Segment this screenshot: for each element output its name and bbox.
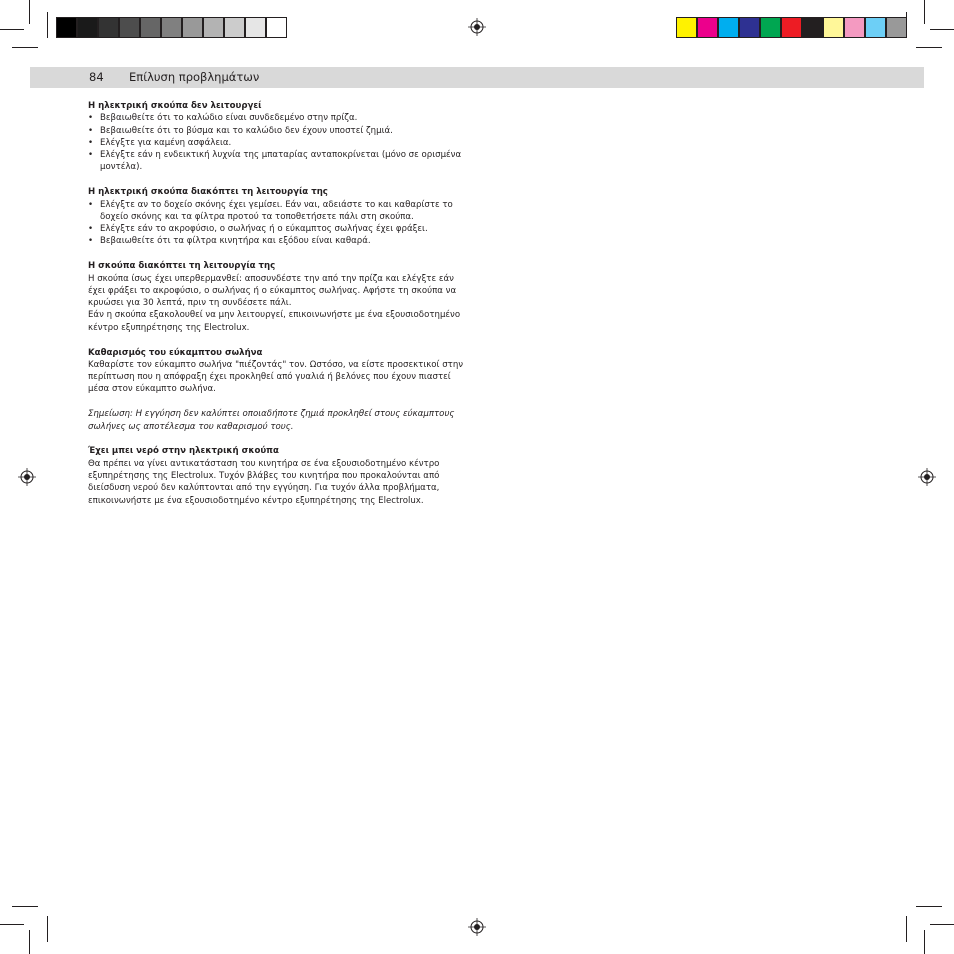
color-swatch	[182, 17, 203, 38]
paragraph: Θα πρέπει να γίνει αντικατάσταση του κινητήρα σε ένα εξουσιοδοτημένο κέντρο εξυπηρέτησης της Electrolux. Τυχόν βλάβες του κινητήρα που προκαλούνται από διείσδυση νερού δεν καλύπτονται από την εγγύηση. Για τυχόν άλλα προβλήματα, επικοινωνήστε με ένα εξουσιοδοτημένο κέντρο εξυπηρέτησης της Electrolux.	[88, 458, 440, 506]
color-swatch	[161, 17, 182, 38]
section-heading: Η σκούπα διακόπτει τη λειτουργία της	[88, 261, 276, 272]
color-swatch	[865, 17, 886, 38]
section-note	[88, 408, 468, 433]
color-swatch	[739, 17, 760, 38]
list-item: • Βεβαιωθείτε ότι το βύσμα και το καλώδιο δεν έχουν υποστεί ζημιά.	[88, 125, 468, 137]
crop-mark-top-left-h	[0, 29, 24, 30]
color-swatch	[886, 17, 907, 38]
crop-mark-top-left-h2	[12, 47, 38, 48]
registration-mark-icon-left	[18, 468, 36, 486]
paragraph: Η σκούπα ίσως έχει υπερθερμανθεί: αποσυνδέστε την από την πρίζα και ελέγξτε εάν έχει φράξει το ακροφύσιο, ο σωλήνας ή ο εύκαμπτος σωλήνας. Αφήστε τη σκούπα να κρυώσει για 30 λεπτά, πριν τη συνδέσετε πάλι.	[88, 273, 457, 309]
section-heading: Η ηλεκτρική σκούπα δεν λειτουργεί	[88, 101, 262, 111]
section-hose-cleaning	[88, 347, 468, 396]
grayscale-swatch-strip	[56, 17, 288, 38]
chapter-title: Επίλυση προβλημάτων	[129, 70, 260, 84]
color-swatch	[203, 17, 224, 38]
list-item: • Ελέγξτε αν το δοχείο σκόνης έχει γεμίσει. Εάν ναι, αδειάστε το και καθαρίστε το δοχείο σκόνης και τα φίλτρα προτού τα τοποθετήσετε πάλι στη σκούπα.	[88, 199, 468, 224]
list-item: • Ελέγξτε εάν η ενδεικτική λυχνία της μπαταρίας ανταποκρίνεται (μόνο σε ορισμένα μοντέλα).	[88, 149, 468, 174]
list-item: • Ελέγξτε για καμένη ασφάλεια.	[88, 137, 468, 149]
list-item: • Ελέγξτε εάν το ακροφύσιο, ο σωλήνας ή ο εύκαμπτος σωλήνας έχει φράξει.	[88, 223, 468, 235]
section-heading: Καθαρισμός του εύκαμπτου σωλήνα	[88, 347, 263, 358]
color-swatch	[676, 17, 697, 38]
list-item: • Βεβαιωθείτε ότι τα φίλτρα κινητήρα και εξόδου είναι καθαρά.	[88, 235, 468, 247]
page-number: 84	[89, 70, 104, 84]
crop-mark-bottom-left-v	[29, 930, 30, 954]
crop-mark-top-left-v	[29, 0, 30, 24]
section-not-working	[88, 100, 468, 174]
color-swatch	[266, 17, 287, 38]
list-item: • Βεβαιωθείτε ότι το καλώδιο είναι συνδεδεμένο στην πρίζα.	[88, 112, 468, 124]
color-swatch-strip	[676, 17, 908, 38]
header-bar	[30, 67, 924, 88]
color-swatch	[140, 17, 161, 38]
registration-mark-icon-right	[918, 468, 936, 486]
paragraph: Εάν η σκούπα εξακολουθεί να μην λειτουργεί, επικοινωνήστε με ένα εξουσιοδοτημένο κέντρο εξυπηρέτησης της Electrolux.	[88, 310, 461, 333]
color-swatch	[844, 17, 865, 38]
crop-mark-bottom-left-h2	[12, 906, 38, 907]
color-swatch	[781, 17, 802, 38]
crop-mark-top-right-v	[924, 0, 925, 24]
crop-mark-top-right-h	[930, 29, 954, 30]
registration-mark-icon-bottom	[468, 918, 486, 936]
paragraph: Καθαρίστε τον εύκαμπτο σωλήνα "πιέζοντάς" τον. Ωστόσο, να είστε προσεκτικοί στην περίπτωση που η απόφραξη έχει προκληθεί από γυαλιά ή βελόνες που έχουν πιαστεί μέσα στον εύκαμπτο σωλήνα.	[88, 359, 464, 395]
color-swatch	[760, 17, 781, 38]
color-swatch	[802, 17, 823, 38]
section-stops-working	[88, 186, 468, 247]
section-heading: Έχει μπει νερό στην ηλεκτρική σκούπα	[88, 446, 279, 457]
checklist	[88, 112, 468, 173]
registration-mark-icon-top	[468, 18, 486, 36]
section-overheating	[88, 260, 468, 334]
color-swatch	[119, 17, 140, 38]
color-swatch	[245, 17, 266, 38]
crop-mark-bottom-left-h	[0, 924, 24, 925]
crop-mark-top-right-h2	[916, 47, 942, 48]
color-swatch	[77, 17, 98, 38]
warranty-note: Σημείωση: Η εγγύηση δεν καλύπτει οποιαδήποτε ζημιά προκληθεί στους εύκαμπτους σωλήνες ως αποτέλεσμα του καθαρισμού τους.	[88, 409, 455, 432]
section-water	[88, 445, 468, 506]
color-swatch	[697, 17, 718, 38]
checklist	[88, 199, 468, 248]
crop-mark-top-left-v2	[47, 12, 48, 38]
color-swatch	[98, 17, 119, 38]
crop-mark-bottom-right-v2	[906, 916, 907, 942]
color-swatch	[823, 17, 844, 38]
crop-mark-bottom-right-h2	[916, 906, 942, 907]
crop-mark-bottom-right-v	[924, 930, 925, 954]
crop-mark-bottom-left-v2	[47, 916, 48, 942]
page-content	[88, 100, 468, 519]
color-swatch	[718, 17, 739, 38]
section-heading: Η ηλεκτρική σκούπα διακόπτει τη λειτουργία της	[88, 187, 328, 198]
crop-mark-bottom-right-h	[930, 924, 954, 925]
color-swatch	[224, 17, 245, 38]
color-swatch	[56, 17, 77, 38]
